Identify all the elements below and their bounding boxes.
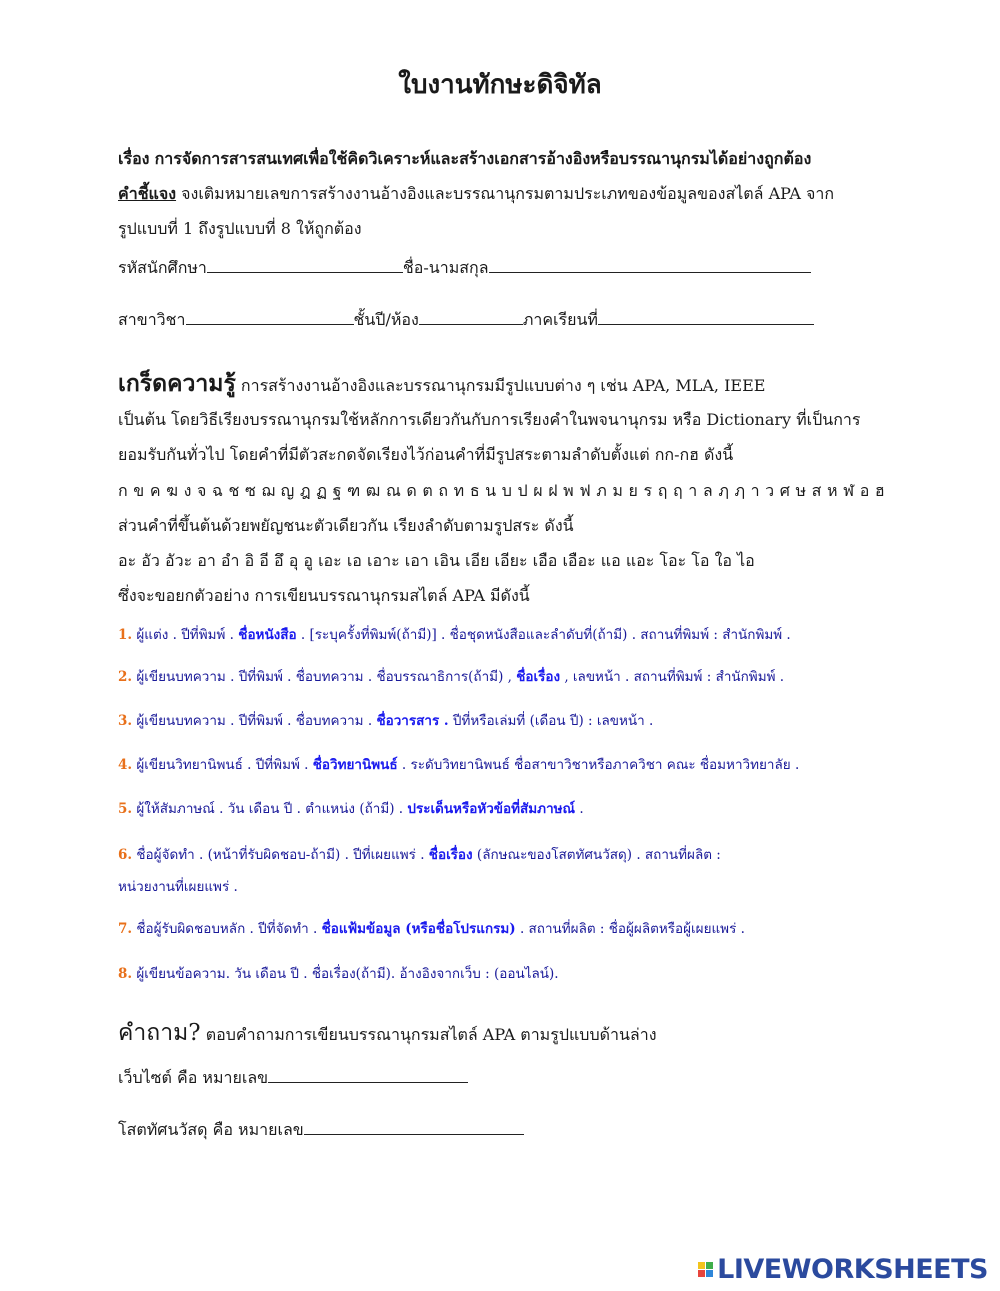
student-id-field[interactable] — [207, 254, 403, 273]
field-row-1 — [118, 254, 811, 281]
apa-format-item — [118, 962, 559, 984]
format-number: 2. — [118, 669, 133, 685]
field-row-2 — [118, 306, 814, 333]
format-number: 3. — [118, 713, 133, 729]
question-av-material — [118, 1116, 524, 1143]
format-title-field: ชื่อหนังสือ — [238, 627, 297, 643]
format-title-field: ประเด็นหรือหัวข้อที่สัมภาษณ์ — [407, 801, 576, 817]
format-title-field: ชื่อเรื่อง — [428, 847, 473, 863]
name-label: ชื่อ-นามสกุล — [402, 258, 489, 277]
logo-square — [698, 1270, 705, 1277]
format-text: . [ระบุครั้งที่พิมพ์(ถ้ามี)] . ชื่อชุดหนังสือและลำดับที่(ถ้ามี) . สถานที่พิมพ์ : สำนักพิมพ์ . — [296, 627, 791, 643]
apa-format-item — [118, 709, 653, 731]
format-text: ชื่อผู้รับผิดชอบหลัก . ปีที่จัดทำ . — [132, 921, 322, 937]
major-field[interactable] — [186, 306, 354, 325]
subject-line — [118, 147, 811, 172]
format-text: . สถานที่ผลิต : ชื่อผู้ผลิตหรือผู้เผยแพร่ . — [515, 921, 745, 937]
instruction-line-1 — [118, 182, 834, 207]
apa-format-continuation: หน่วยงานที่เผยแพร่ . — [118, 879, 238, 895]
worksheet-title: ใบงานทักษะดิจิทัล — [398, 70, 602, 100]
av-material-answer-field[interactable] — [304, 1116, 524, 1135]
name-field[interactable] — [489, 254, 811, 273]
format-text: ชื่อผู้จัดทำ . (หน้าที่รับผิดชอบ-ถ้ามี) . ปีที่เผยแพร่ . — [132, 847, 429, 863]
format-title-field: ชื่อแฟ้มข้อมูล (หรือชื่อโปรแกรม) — [321, 921, 516, 937]
logo-mark-icon — [698, 1262, 713, 1277]
apa-format-item — [118, 753, 799, 775]
knowledge-heading: เกร็ดความรู้ — [118, 370, 236, 397]
knowledge-line-5: ส่วนคำที่ขึ้นต้นด้วยพยัญชนะตัวเดียวกัน เรียงลำดับตามรูปสระ ดังนี้ — [118, 516, 574, 535]
format-number: 5. — [118, 801, 133, 817]
format-text: ผู้เขียนข้อความ. วัน เดือน ปี . ชื่อเรื่อง(ถ้ามี). อ้างอิงจากเว็บ : (ออนไลน์). — [132, 966, 559, 982]
format-number: 7. — [118, 921, 133, 937]
format-title-field: ชื่อวิทยานิพนธ์ — [312, 757, 398, 773]
knowledge-line-2: เป็นต้น โดยวิธีเรียงบรรณานุกรมใช้หลักการเดียวกันกับการเรียงคำในพจนานุกรม หรือ Dictionary ที่เป็นการ — [118, 410, 861, 429]
format-text: (ลักษณะของโสตทัศนวัสดุ) . สถานที่ผลิต : — [472, 847, 721, 863]
format-text: , เลขหน้า . สถานที่พิมพ์ : สำนักพิมพ์ . — [560, 669, 785, 685]
format-text: ผู้เขียนบทความ . ปีที่พิมพ์ . ชื่อบทความ . — [132, 713, 377, 729]
format-text: . ระดับวิทยานิพนธ์ ชื่อสาขาวิชาหรือภาควิชา คณะ ชื่อมหาวิทยาลัย . — [397, 757, 800, 773]
av-material-label: โสตทัศนวัสดุ คือ หมายเลข — [118, 1120, 304, 1139]
instruction-label: คำชี้แจง — [118, 184, 177, 203]
knowledge-text-1: การสร้างงานอ้างอิงและบรรณานุกรมมีรูปแบบต่าง ๆ เช่น APA, MLA, IEEE — [235, 376, 766, 395]
format-number: 1. — [118, 627, 133, 643]
semester-field[interactable] — [598, 306, 814, 325]
knowledge-line-1 — [118, 366, 765, 402]
knowledge-line-7: ซึ่งจะขอยกตัวอย่าง การเขียนบรรณานุกรมสไตล์ APA มีดังนี้ — [118, 586, 530, 605]
website-answer-field[interactable] — [268, 1064, 468, 1083]
format-number: 6. — [118, 847, 133, 863]
major-label: สาขาวิชา — [118, 310, 186, 329]
thai-alphabet-line: กขคฆงจฉชซฌญฎฏฐฑฒณดตถทธนบปผฝพฟภมยรฤฤาลฦฦาวศษสหฬอฮ — [118, 481, 891, 500]
logo-square — [698, 1262, 705, 1269]
semester-label: ภาคเรียนที่ — [522, 310, 598, 329]
logo-square — [706, 1262, 713, 1269]
format-number: 4. — [118, 757, 133, 773]
logo-square — [706, 1270, 713, 1277]
apa-format-item — [118, 843, 721, 865]
question-heading: คำถาม? — [118, 1020, 201, 1046]
knowledge-line-3: ยอมรับกันทั่วไป โดยคำที่มีตัวสะกดจัดเรียงไว้ก่อนคำที่มีรูปสระตามลำดับตั้งแต่ กก-กฮ ดังนี้ — [118, 445, 734, 464]
format-number: 8. — [118, 966, 133, 982]
format-text: ผู้เขียนบทความ . ปีที่พิมพ์ . ชื่อบทความ . ชื่อบรรณาธิการ(ถ้ามี) , — [132, 669, 517, 685]
format-text: ผู้เขียนวิทยานิพนธ์ . ปีที่พิมพ์ . — [132, 757, 313, 773]
format-text: ผู้แต่ง . ปีที่พิมพ์ . — [132, 627, 239, 643]
logo-text: LIVEWORKSHEETS — [717, 1254, 988, 1285]
subject-label: เรื่อง — [118, 149, 150, 168]
apa-format-item — [118, 797, 584, 819]
subject-text: การจัดการสารสนเทศเพื่อใช้คิดวิเคราะห์และสร้างเอกสารอ้างอิงหรือบรรณานุกรมได้อย่างถูกต้อง — [154, 149, 812, 168]
format-text: . — [575, 801, 584, 817]
format-title-field: ชื่อวารสาร . — [376, 713, 449, 729]
liveworksheets-logo — [698, 1254, 988, 1285]
class-label: ชั้นปี/ห้อง — [353, 310, 419, 329]
vowel-order-line: อะ อัว อัวะ อา อำ อิ อี อึ อุ อู เอะ เอ เอาะ เอา เอิน เอีย เอียะ เอือ เอือะ แอ แอะ โอะ โอ ใอ ไอ — [118, 551, 755, 570]
website-label: เว็บไซต์ คือ หมายเลข — [118, 1068, 269, 1087]
question-text: ตอบคำถามการเขียนบรรณานุกรมสไตล์ APA ตามรูปแบบด้านล่าง — [200, 1025, 657, 1044]
student-id-label: รหัสนักศึกษา — [118, 258, 207, 277]
apa-format-item — [118, 623, 791, 645]
apa-format-item — [118, 665, 784, 687]
question-line — [118, 1015, 657, 1051]
format-text: ผู้ให้สัมภาษณ์ . วัน เดือน ปี . ตำแหน่ง (ถ้ามี) . — [132, 801, 408, 817]
format-text: ปีที่หรือเล่มที่ (เดือน ปี) : เลขหน้า . — [448, 713, 654, 729]
question-website — [118, 1064, 468, 1091]
apa-format-item — [118, 917, 745, 939]
format-title-field: ชื่อเรื่อง — [516, 669, 561, 685]
class-field[interactable] — [419, 306, 523, 325]
instruction-text-1: จงเติมหมายเลขการสร้างงานอ้างอิงและบรรณานุกรมตามประเภทของข้อมูลของสไตล์ APA จาก — [176, 184, 835, 203]
instruction-line-2: รูปแบบที่ 1 ถึงรูปแบบที่ 8 ให้ถูกต้อง — [118, 219, 362, 238]
